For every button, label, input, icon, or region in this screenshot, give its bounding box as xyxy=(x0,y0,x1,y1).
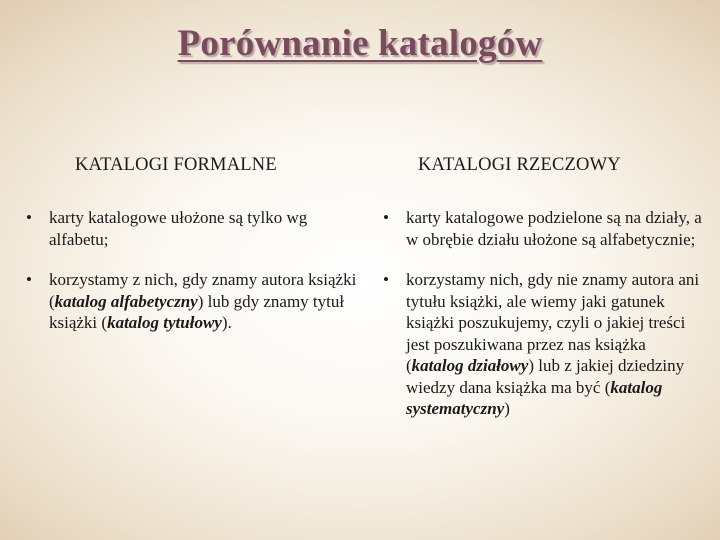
list-item-text-start: korzystamy z nich, gdy znamy autora książki ( xyxy=(49,270,357,311)
left-bullet-list xyxy=(26,207,366,353)
list-item xyxy=(383,207,703,250)
term-alphabetical-catalog: katalog alfabetyczny xyxy=(54,291,198,311)
list-item xyxy=(26,269,366,334)
bullet-marker: • xyxy=(383,270,389,289)
list-item xyxy=(383,269,703,420)
list-item xyxy=(26,207,366,250)
list-item-text-start: korzystamy nich, gdy nie znamy autora ani tytułu książki, ale wiemy jaki gatunek książki poszukujemy, czyli o jakiej treści jest poszukiwana przez nas książka ( xyxy=(406,270,700,375)
term-systematic-catalog: katalog systematyczny xyxy=(406,377,663,418)
term-title-catalog: katalog tytułowy xyxy=(107,313,222,332)
list-item-text-middle: ) lub z jakiej dziedziny wiedzy dana książka ma być ( xyxy=(406,356,685,397)
list-item-text: karty katalogowe podzielone są na działy, a w obrębie działu ułożone są alfabetycznie; xyxy=(406,208,702,249)
list-item-text-end: ). xyxy=(221,313,232,332)
bullet-marker: • xyxy=(383,208,389,227)
term-section-catalog: katalog działowy xyxy=(411,356,529,375)
right-bullet-list xyxy=(383,207,703,439)
bullet-marker: • xyxy=(26,208,32,227)
list-item-text-middle: ) lub gdy znamy tytuł książki ( xyxy=(49,291,345,332)
list-item-text-end: ) xyxy=(504,399,510,418)
slide-title: Porównanie katalogów xyxy=(177,23,543,64)
right-column-heading: KATALOGI RZECZOWY xyxy=(418,155,621,175)
bullet-marker: • xyxy=(26,270,32,289)
list-item-text: karty katalogowe ułożone są tylko wg alfabetu; xyxy=(49,208,308,249)
left-column-heading: KATALOGI FORMALNE xyxy=(75,155,277,175)
